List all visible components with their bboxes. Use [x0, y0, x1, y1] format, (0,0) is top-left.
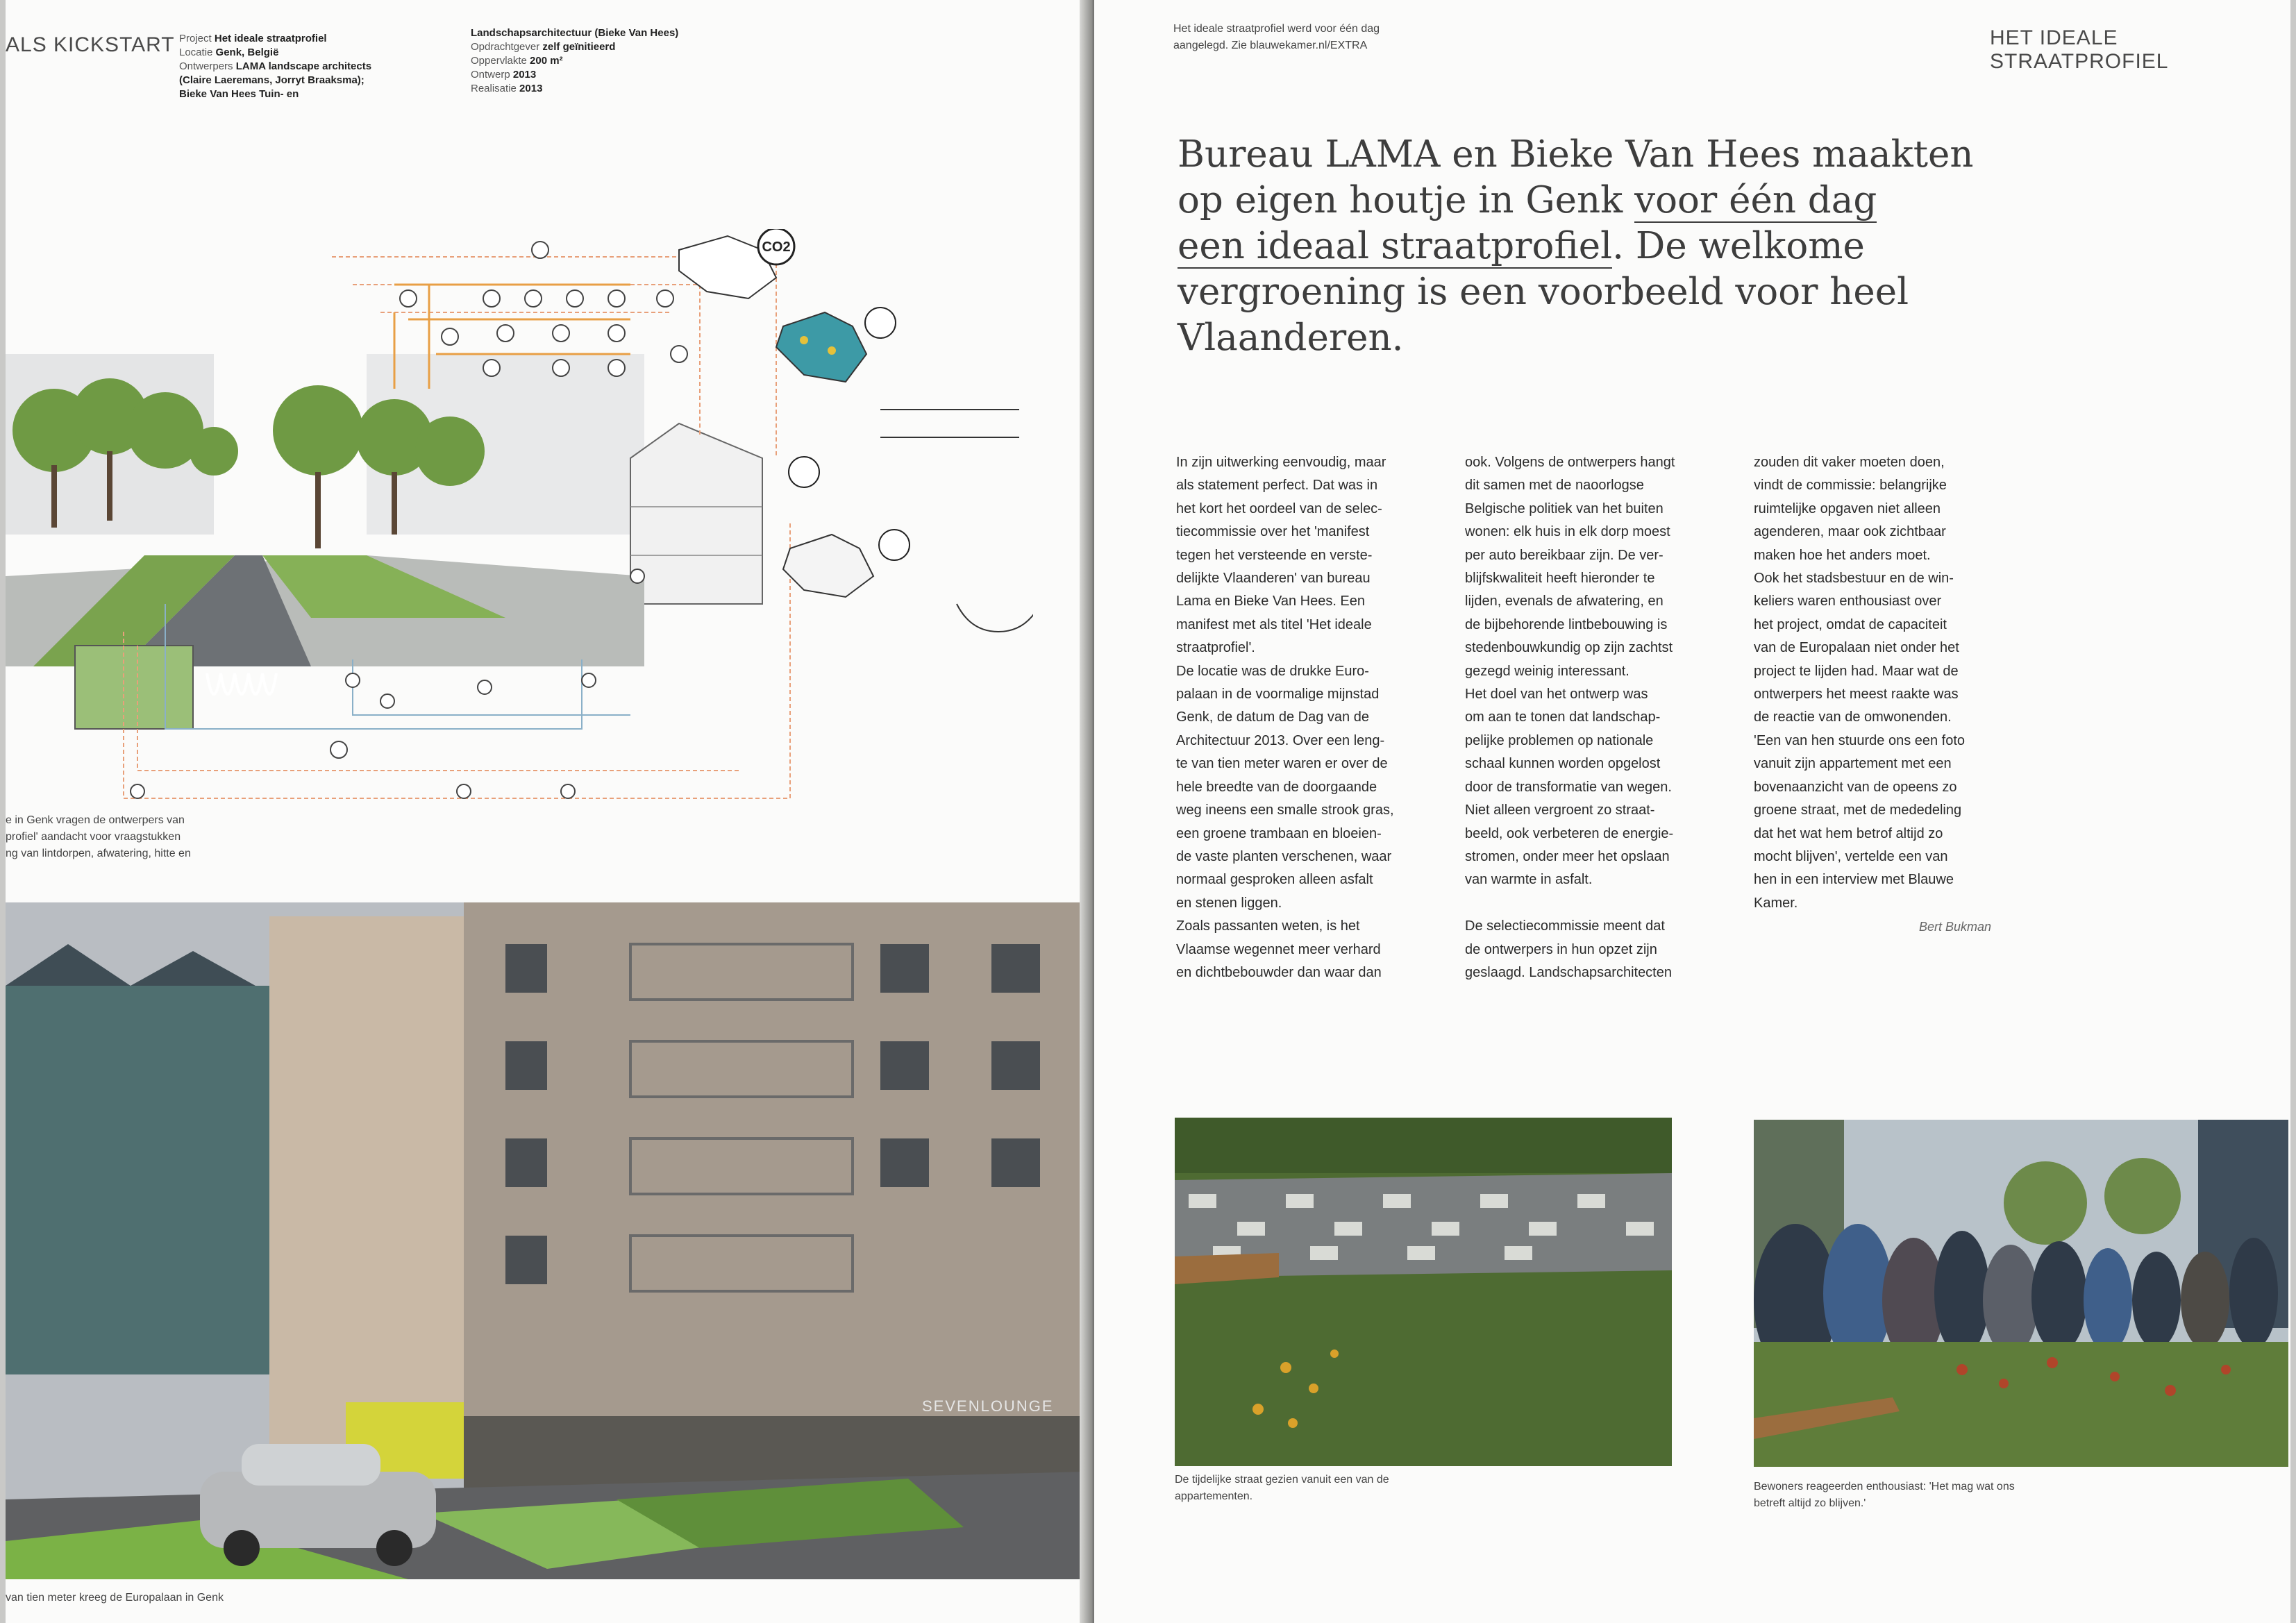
- project-metadata: Project Het ideale straatprofiel Locatie Genk, België Ontwerpers LAMA landscape architects (Claire Laeremans, Jorryt Braaksma); Bieke Van Hees Tuin- en: [179, 33, 372, 100]
- belgium-map-grey: [783, 535, 873, 597]
- body-line: manifest met als titel 'Het ideale: [1176, 616, 1372, 632]
- body-line: project te lijden had. Maar wat de: [1754, 663, 1959, 679]
- top-view-photo: [1175, 1118, 1672, 1466]
- photo-caption: van tien meter kreeg de Europalaan in Genk: [6, 1592, 224, 1604]
- body-line: palaan in de voormalige mijnstad: [1176, 687, 1380, 703]
- body-line: hen in een interview met Blauwe: [1754, 872, 1954, 888]
- body-line: agenderen, maar ook zichtbaar: [1754, 524, 1946, 540]
- body-line: ruimtelijke opgaven niet alleen: [1754, 501, 1941, 516]
- body-line: De locatie was de drukke Euro-: [1176, 663, 1369, 679]
- body-line: ontwerpers het meest raakte was: [1754, 687, 1959, 703]
- body-line: Genk, de datum de Dag van de: [1176, 709, 1369, 725]
- body-line: bovenaanzicht van de opeens zo: [1754, 779, 1957, 795]
- body-line: groene straat, met de mededeling: [1754, 802, 1962, 818]
- body-line: Kamer.: [1754, 895, 1798, 911]
- heat-pipes: [207, 673, 276, 694]
- body-line: het project, omdat de capaciteit: [1754, 616, 1947, 632]
- body-line: maken hoe het anders moet.: [1754, 547, 1931, 563]
- body-line: [1465, 892, 1715, 915]
- body-line: hele breedte van de doorgaande: [1176, 779, 1377, 795]
- residents-caption: Bewoners reageerden enthousiast: 'Het mag wat ons betreft altijd zo blijven.': [1754, 1481, 2015, 1509]
- body-line: Vlaamse wegennet meer verhard: [1176, 941, 1381, 957]
- body-line: per auto bereikbaar zijn. De ver-: [1465, 547, 1664, 563]
- body-line: te van tien meter waren er over de: [1176, 756, 1388, 772]
- project-metadata-2: Landschapsarchitectuur (Bieke Van Hees) Opdrachtgever zelf geïnitieerd Oppervlakte 200 m² Ontwerp 2013 Realisatie 2013: [471, 27, 679, 94]
- body-line: weg ineens een smalle strook gras,: [1176, 802, 1394, 818]
- body-line: vanuit zijn appartement met een: [1754, 756, 1952, 772]
- house-section: [630, 423, 762, 604]
- body-line: de bijbehorende lintbebouwing is: [1465, 616, 1668, 632]
- right-page: [1094, 0, 2290, 1623]
- body-line: stromen, onder meer het opslaan: [1465, 848, 1670, 864]
- co2-label: CO2: [762, 239, 791, 255]
- body-line: en stenen liggen.: [1176, 895, 1282, 911]
- body-line: Belgische politiek van het buiten: [1465, 501, 1664, 516]
- sewer-icon: [865, 308, 896, 338]
- body-line: de reactie van de omwonenden.: [1754, 709, 1952, 725]
- shop-sign: SEVENLOUNGE: [922, 1397, 1054, 1415]
- body-line: om aan te tonen dat landschap-: [1465, 709, 1661, 725]
- body-line: keliers waren enthousiast over: [1754, 594, 1942, 609]
- body-line: tiecommissie over het 'manifest: [1176, 524, 1370, 540]
- belgium-map-colored: [776, 312, 866, 382]
- body-column-1: [1176, 451, 1426, 984]
- byline: Bert Bukman: [1919, 920, 1992, 934]
- street-photo: [6, 902, 1085, 1579]
- body-line: straatprofiel'.: [1176, 640, 1255, 656]
- body-line: schaal kunnen worden opgelost: [1465, 756, 1661, 772]
- body-line: dit samen met de naoorlogse: [1465, 478, 1644, 494]
- body-line: van warmte in asfalt.: [1465, 872, 1593, 888]
- body-line: Zoals passanten weten, is het: [1176, 918, 1360, 934]
- body-line: zouden dit vaker moeten doen,: [1754, 455, 1945, 470]
- body-line: dat het wat hem betrof altijd zo: [1754, 825, 1943, 841]
- drain-icon: [879, 530, 910, 560]
- body-column-3: [1754, 451, 2004, 915]
- body-line: Architectuur 2013. Over een leng-: [1176, 732, 1385, 748]
- section-title-right: HET IDEALE STRAATPROFIEL: [1990, 26, 2169, 73]
- headline: Bureau LAMA en Bieke Van Hees maakten op eigen houtje in Genk voor één dag een ideaal straatprofiel. De welkome vergroening is een voorbeeld voor heel Vlaanderen.: [1178, 133, 1974, 359]
- body-line: door de transformatie van wegen.: [1465, 779, 1672, 795]
- body-line: De selectiecommissie meent dat: [1465, 918, 1665, 934]
- planting: [1754, 1342, 2288, 1467]
- street-profile-diagram: [6, 229, 1033, 805]
- body-line: wonen: elk huis in elk dorp moest: [1465, 524, 1670, 540]
- body-line: vindt de commissie: belangrijke: [1754, 478, 1947, 494]
- section-title-left: ALS KICKSTART: [6, 33, 175, 56]
- body-line: delijkte Vlaanderen' van bureau: [1176, 571, 1371, 587]
- body-line: stedenbouwkundig op zijn zachtst: [1465, 640, 1673, 656]
- section-graphs: [880, 410, 1033, 632]
- water-icon: [789, 457, 819, 487]
- top-note: Het ideale straatprofiel werd voor één dag aangelegd. Zie blauwekamer.nl/EXTRA: [1173, 23, 1380, 51]
- body-line: het kort het oordeel van de selec-: [1176, 501, 1382, 516]
- body-line: normaal gesproken alleen asfalt: [1176, 872, 1373, 888]
- body-line: geslaagd. Landschapsarchitecten: [1465, 964, 1672, 980]
- planter-box: [75, 646, 193, 729]
- body-line: pelijke problemen op nationale: [1465, 732, 1654, 748]
- body-line: 'Een van hen stuurde ons een foto: [1754, 732, 1966, 748]
- body-line: van de Europalaan niet onder het: [1754, 640, 1959, 656]
- body-line: beeld, ook verbeteren de energie-: [1465, 825, 1674, 841]
- body-line: ook. Volgens de ontwerpers hangt: [1465, 455, 1675, 470]
- body-line: als statement perfect. Dat was in: [1176, 478, 1378, 494]
- residents-photo: [1754, 1120, 2288, 1467]
- body-line: en dichtbebouwder dan waar dan: [1176, 964, 1382, 980]
- body-column-2: [1465, 451, 1715, 984]
- top-view-caption: De tijdelijke straat gezien vanuit een van de appartementen.: [1175, 1474, 1389, 1502]
- diagram-caption: e in Genk vragen de ontwerpers van profiel' aandacht voor vraagstukken ng van lintdorpen, afwatering, hitte en: [6, 814, 191, 859]
- body-line: tegen het versteende en verste-: [1176, 547, 1373, 563]
- body-line: In zijn uitwerking eenvoudig, maar: [1176, 455, 1386, 470]
- body-line: Ook het stadsbestuur en de win-: [1754, 571, 1954, 587]
- apartment-left: [269, 916, 478, 1444]
- body-line: blijfskwaliteit heeft hieronder te: [1465, 571, 1655, 587]
- body-line: lijden, evenals de afwatering, en: [1465, 594, 1664, 609]
- body-line: Niet alleen vergroent zo straat-: [1465, 802, 1655, 818]
- body-line: Lama en Bieke Van Hees. Een: [1176, 594, 1366, 609]
- body-line: de vaste planten verschenen, waar: [1176, 848, 1392, 864]
- body-line: een groene trambaan en bloeien-: [1176, 825, 1382, 841]
- body-line: mocht blijven', vertelde een van: [1754, 848, 1948, 864]
- green-building: [6, 986, 297, 1374]
- body-line: gezegd weinig interessant.: [1465, 663, 1629, 679]
- left-page: [6, 0, 1089, 1623]
- body-line: de ontwerpers in hun opzet zijn: [1465, 941, 1657, 957]
- body-line: Het doel van het ontwerp was: [1465, 687, 1648, 703]
